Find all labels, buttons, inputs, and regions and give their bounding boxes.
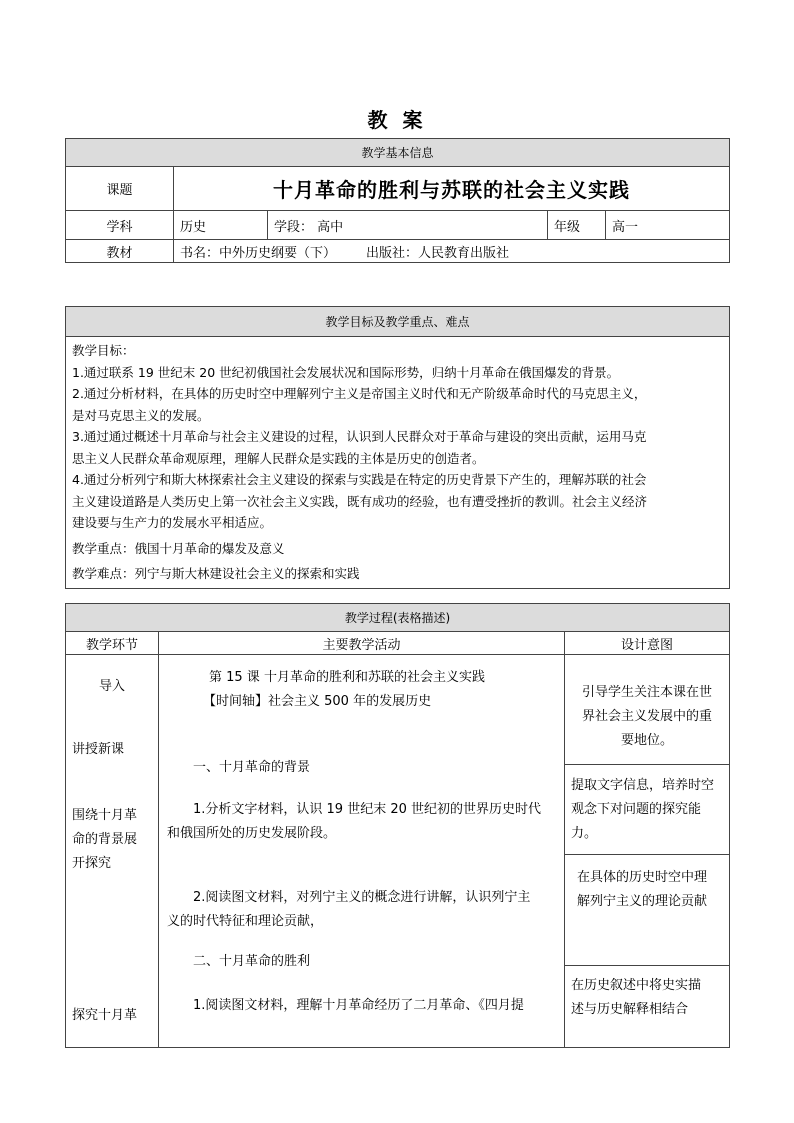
intent-2-line-1: 提取文字信息，培养时空 [571, 778, 715, 793]
intent-column [565, 655, 730, 1048]
stage-intro: 导入 [98, 679, 125, 694]
subject-value: 历史 [174, 211, 268, 240]
col-activity-header: 主要教学活动 [159, 632, 565, 655]
goal-4-line-1: 4.通过分析列宁和斯大林探索社会主义建设的探索与实践是在特定的历史背景下产生的，理解苏联的社会 [72, 472, 647, 487]
activity-section-1: 一、十月革命的背景 [193, 760, 311, 775]
process-header: 教学过程(表格描述) [66, 604, 730, 632]
book-name: 书名：中外历史纲要（下） [180, 245, 337, 261]
goal-2-line-2: 是对马克思主义的发展。 [72, 407, 210, 423]
basic-info-header: 教学基本信息 [66, 139, 730, 167]
stage-background-line-2: 命的背景展 [72, 832, 138, 847]
activity-lesson-title: 第 15 课 十月革命的胜利和苏联的社会主义实践 [209, 670, 485, 685]
intent-2-line-3: 力。 [571, 826, 598, 841]
stage-cell [268, 211, 548, 240]
stage-label: 学段： [274, 219, 314, 235]
intent-divider-1 [565, 764, 729, 765]
activity-2-line-2: 义的时代特征和理论贡献， [167, 914, 324, 929]
stage-value: 高中 [317, 219, 344, 235]
activity-1-line-2: 和俄国所处的历史发展阶段。 [167, 826, 337, 841]
subject-label: 学科 [66, 211, 174, 240]
key-point: 教学重点：俄国十月革命的爆发及意义 [72, 540, 285, 556]
goal-4-line-2: 主义建设道路是人类历史上第一次社会主义实践，既有成功的经验，也有遭受挫折的教训。社会主义经济 [72, 493, 648, 509]
goal-3-line-1: 3.通过通过概述十月革命与社会主义建设的过程，认识到人民群众对于革命与建设的突出贡献，运用马克 [72, 429, 647, 444]
activity-column [159, 655, 565, 1048]
intent-4-line-2: 述与历史解释相结合 [571, 1002, 689, 1017]
activity-3-line-1: 1.阅读图文材料，理解十月革命经历了二月革命、《四月提 [193, 998, 524, 1013]
intent-1-line-2: 界社会主义发展中的重 [581, 709, 712, 724]
textbook-label: 教材 [66, 240, 174, 263]
goal-3-line-2: 思主义人民群众革命观原理，理解人民群众是实践的主体是历史的创造者。 [72, 450, 485, 466]
activity-section-2: 二、十月革命的胜利 [193, 954, 311, 969]
intent-2-line-2: 观念下对问题的探究能 [571, 802, 702, 817]
topic-value: 十月革命的胜利与苏联的社会主义实践 [174, 167, 730, 211]
intent-divider-3 [565, 965, 729, 966]
difficulty: 教学难点：列宁与斯大林建设社会主义的探索和实践 [72, 566, 360, 581]
process-table [65, 603, 730, 1048]
intent-divider-2 [565, 854, 729, 855]
goal-2-line-1: 2.通过分析材料，在具体的历史时空中理解列宁主义是帝国主义时代和无产阶级革命时代的马克思主义， [72, 386, 647, 401]
grade-value: 高一 [606, 211, 730, 240]
intent-1-line-1: 引导学生关注本课在世 [581, 685, 712, 700]
intent-4-line-1: 在历史叙述中将史实描 [571, 978, 702, 993]
col-intent-header: 设计意图 [565, 632, 730, 655]
stage-new-lesson: 讲授新课 [72, 742, 125, 757]
basic-info-table [65, 138, 730, 263]
goal-1: 1.通过联系 19 世纪末 20 世纪初俄国社会发展状况和国际形势，归纳十月革命在俄国爆发的背景。 [72, 364, 620, 380]
activity-timeline: 【时间轴】社会主义 500 年的发展历史 [203, 694, 432, 709]
intent-1-line-3: 要地位。 [620, 733, 673, 748]
stage-background-line-3: 开探究 [72, 856, 112, 871]
intent-3-line-1: 在具体的历史时空中理 [577, 870, 708, 885]
topic-label: 课题 [66, 167, 174, 211]
grade-label: 年级 [548, 211, 606, 240]
activity-2-line-1: 2.阅读图文材料，对列宁主义的概念进行讲解，认识列宁主 [193, 890, 531, 905]
textbook-cell [174, 240, 730, 263]
publisher: 出版社：人民教育出版社 [366, 245, 510, 261]
objectives-content [66, 337, 730, 589]
goals-title: 教学目标： [72, 343, 135, 358]
objectives-table [65, 306, 730, 589]
objectives-header: 教学目标及教学重点、难点 [66, 307, 730, 337]
goal-4-line-3: 建设要与生产力的发展水平相适应。 [72, 515, 273, 530]
stage-background-line-1: 围绕十月革 [72, 808, 138, 823]
stage-column [66, 655, 159, 1048]
intent-3-line-2: 解列宁主义的理论贡献 [577, 894, 708, 909]
activity-1-line-1: 1.分析文字材料，认识 19 世纪末 20 世纪初的世界历史时代 [193, 802, 542, 817]
document-title: 教 案 [367, 108, 427, 132]
col-stage-header: 教学环节 [66, 632, 159, 655]
stage-victory: 探究十月革 [72, 1008, 138, 1023]
